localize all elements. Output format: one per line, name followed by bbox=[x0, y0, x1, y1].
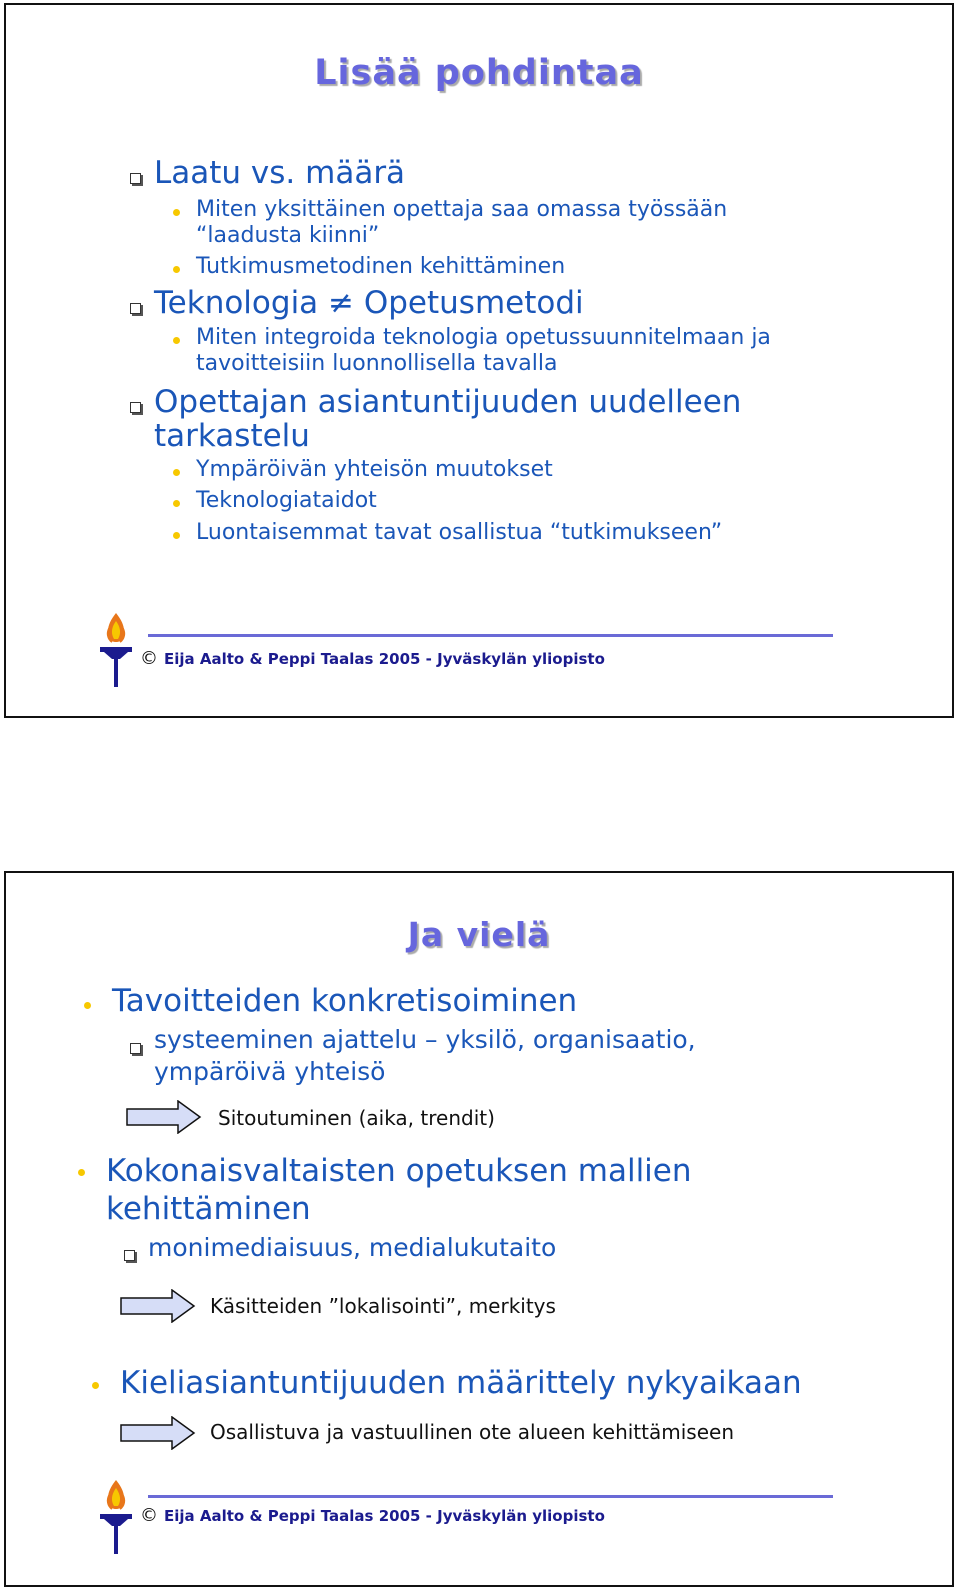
sub-item: Luontaisemmat tavat osallistua “tutkimukseen” bbox=[196, 520, 723, 545]
arrow-note: Sitoutuminen (aika, trendit) bbox=[218, 1106, 495, 1130]
round-bullet-icon bbox=[84, 1002, 91, 1009]
round-bullet-icon bbox=[173, 266, 180, 273]
bullet-item-2-continued: kehittäminen bbox=[106, 1191, 311, 1227]
bullet-item-3-continued: tarkastelu bbox=[154, 418, 310, 454]
square-bullet-icon bbox=[130, 173, 141, 184]
footer-credit: Eija Aalto & Peppi Taalas 2005 - Jyväskylän yliopisto bbox=[164, 1507, 605, 1525]
round-bullet-icon bbox=[92, 1382, 99, 1389]
slide-title: Lisää pohdintaa bbox=[314, 53, 644, 93]
footer-divider bbox=[148, 1495, 833, 1498]
round-bullet-icon bbox=[173, 469, 180, 476]
right-arrow-icon bbox=[120, 1289, 196, 1323]
right-arrow-icon bbox=[120, 1416, 196, 1450]
slide-title: Ja vielä bbox=[407, 915, 551, 954]
bullet-item-2: Kokonaisvaltaisten opetuksen mallien bbox=[106, 1153, 692, 1189]
round-bullet-icon bbox=[78, 1169, 85, 1176]
square-bullet-icon bbox=[130, 303, 141, 314]
copyright-symbol: © bbox=[140, 1505, 158, 1526]
round-bullet-icon bbox=[173, 337, 180, 344]
footer-credit: Eija Aalto & Peppi Taalas 2005 - Jyväskylän yliopisto bbox=[164, 650, 605, 668]
arrow-note: Osallistuva ja vastuullinen ote alueen kehittämiseen bbox=[210, 1420, 734, 1444]
footer-text bbox=[140, 648, 605, 669]
sub-item: Ympäröivän yhteisön muutokset bbox=[196, 457, 553, 482]
bullet-item-3: Kieliasiantuntijuuden määrittely nykyaikaan bbox=[120, 1365, 802, 1401]
square-bullet-icon bbox=[130, 1043, 141, 1054]
sub-item: Miten integroida teknologia opetussuunnitelmaan ja bbox=[196, 325, 771, 350]
footer-divider bbox=[148, 634, 833, 637]
slide-1 bbox=[4, 3, 954, 718]
copyright-symbol: © bbox=[140, 648, 158, 669]
sub-item: systeeminen ajattelu – yksilö, organisaatio, bbox=[154, 1025, 696, 1054]
round-bullet-icon bbox=[173, 209, 180, 216]
sub-item: Tutkimusmetodinen kehittäminen bbox=[196, 254, 566, 279]
bullet-item-3: Opettajan asiantuntijuuden uudelleen bbox=[154, 384, 742, 420]
sub-item-continued: ympäröivä yhteisö bbox=[154, 1057, 386, 1086]
sub-item: Miten yksittäinen opettaja saa omassa työssään bbox=[196, 197, 728, 222]
sub-item: monimediaisuus, medialukutaito bbox=[148, 1233, 557, 1262]
round-bullet-icon bbox=[173, 532, 180, 539]
sub-item-continued: tavoitteisiin luonnollisella tavalla bbox=[196, 351, 558, 376]
torch-logo-icon bbox=[96, 1476, 136, 1556]
arrow-note: Käsitteiden ”lokalisointi”, merkitys bbox=[210, 1294, 556, 1318]
round-bullet-icon bbox=[173, 500, 180, 507]
square-bullet-icon bbox=[130, 402, 141, 413]
sub-item-continued: “laadusta kiinni” bbox=[196, 223, 380, 248]
right-arrow-icon bbox=[126, 1100, 202, 1134]
bullet-item-1: Laatu vs. määrä bbox=[154, 155, 406, 191]
footer-text bbox=[140, 1505, 605, 1526]
square-bullet-icon bbox=[124, 1250, 135, 1261]
bullet-item-1: Tavoitteiden konkretisoiminen bbox=[112, 983, 578, 1019]
slide-2 bbox=[4, 871, 954, 1587]
sub-item: Teknologiataidot bbox=[196, 488, 377, 513]
torch-logo-icon bbox=[96, 609, 136, 689]
bullet-item-2: Teknologia ≠ Opetusmetodi bbox=[154, 285, 584, 321]
